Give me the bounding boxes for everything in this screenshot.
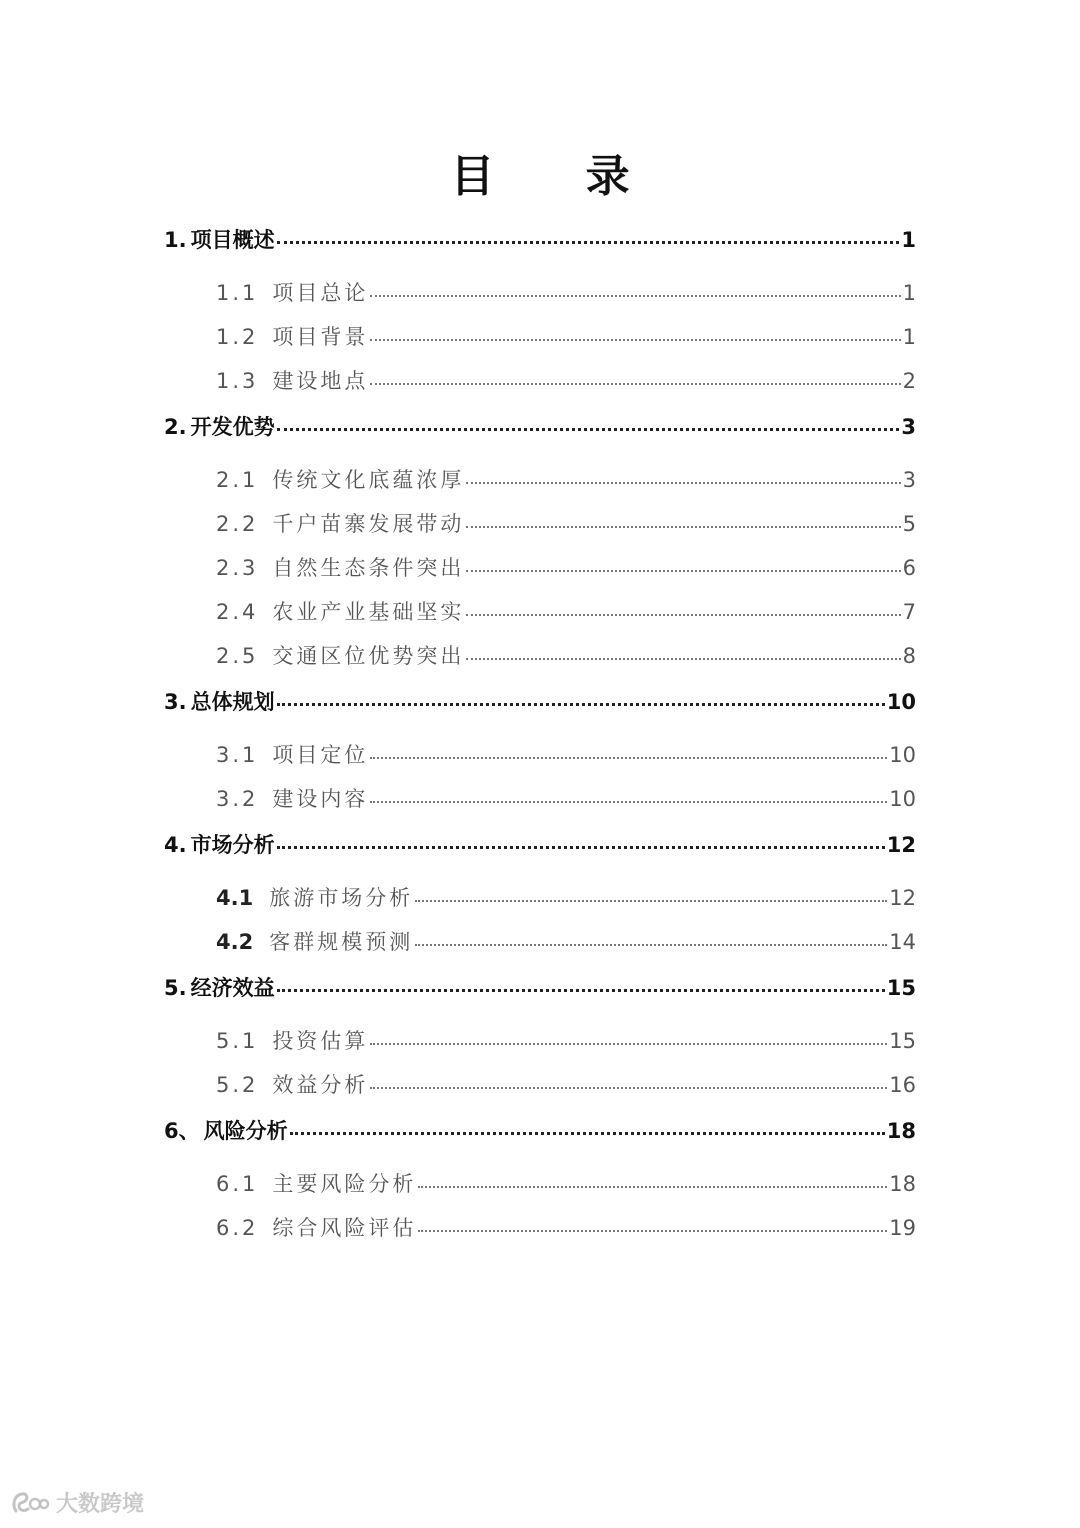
toc-entry-label: 建设地点 (272, 369, 369, 393)
toc-entry-number: 6.1 (216, 1172, 259, 1196)
toc-entry-label: 建设内容 (272, 787, 369, 811)
dot-leader (290, 1132, 885, 1135)
watermark-text: 大数跨境 (56, 1492, 145, 1517)
dot-leader (415, 944, 887, 946)
toc-entry-label: 农业产业基础坚实 (272, 600, 465, 624)
toc-entry-number: 3.1 (216, 743, 259, 767)
toc-entry-label: 客群规模预测 (269, 930, 414, 954)
toc-page-number: 19 (889, 1216, 916, 1240)
toc-page-number: 2 (902, 369, 916, 393)
toc-page-number: 18 (886, 1119, 916, 1143)
toc-entry-4-2[interactable] (164, 926, 916, 970)
toc-page-number: 3 (902, 468, 916, 492)
toc-entry-2-1[interactable] (164, 464, 916, 508)
toc-section-number: 1. (164, 228, 187, 252)
toc-entry-number: 5.2 (216, 1073, 259, 1097)
toc-entry-number: 1.2 (216, 325, 259, 349)
toc-entry-label: 项目总论 (272, 281, 369, 305)
toc-page-number: 5 (902, 512, 916, 536)
toc-section-label: 项目概述 (190, 228, 275, 252)
toc-entry-1-2[interactable] (164, 321, 916, 365)
logo-icon (10, 1489, 50, 1517)
toc-entry-label: 旅游市场分析 (269, 886, 414, 910)
toc-entry-4-1[interactable] (164, 882, 916, 926)
toc-page-number: 8 (902, 644, 916, 668)
toc-section-number: 5. (164, 976, 187, 1000)
toc-page-number: 10 (886, 690, 916, 714)
dot-leader (466, 526, 900, 528)
dot-leader (370, 801, 887, 803)
dot-leader (370, 1087, 887, 1089)
toc-page-number: 1 (902, 325, 916, 349)
toc-page-number: 7 (902, 600, 916, 624)
toc-entry-2-2[interactable] (164, 508, 916, 552)
toc-section-number: 4. (164, 833, 187, 857)
toc-page-number: 15 (886, 976, 916, 1000)
toc-page-number: 12 (886, 833, 916, 857)
toc-entry-number: 1.1 (216, 281, 259, 305)
dot-leader (277, 428, 900, 431)
toc-section-5[interactable] (164, 970, 916, 1021)
dot-leader (370, 339, 900, 341)
toc-entry-number: 2.3 (216, 556, 259, 580)
toc-entry-6-1[interactable] (164, 1168, 916, 1212)
toc-entry-1-3[interactable] (164, 365, 916, 409)
table-of-contents (164, 222, 916, 1256)
toc-section-1[interactable] (164, 222, 916, 273)
toc-entry-label: 千户苗寨发展带动 (272, 512, 465, 536)
toc-section-label: 经济效益 (190, 976, 275, 1000)
toc-entry-number: 2.2 (216, 512, 259, 536)
toc-section-label: 总体规划 (190, 690, 275, 714)
toc-page-number: 10 (889, 787, 916, 811)
toc-entry-3-1[interactable] (164, 739, 916, 783)
toc-entry-label: 效益分析 (272, 1073, 369, 1097)
toc-section-6[interactable] (164, 1113, 916, 1164)
toc-page-number: 6 (902, 556, 916, 580)
dot-leader (370, 757, 887, 759)
toc-entry-3-2[interactable] (164, 783, 916, 827)
toc-entry-label: 投资估算 (272, 1029, 369, 1053)
dot-leader (277, 241, 900, 244)
toc-entry-5-2[interactable] (164, 1069, 916, 1113)
toc-page-number: 18 (889, 1172, 916, 1196)
dot-leader (370, 383, 900, 385)
toc-entry-label: 主要风险分析 (272, 1172, 417, 1196)
page-title: 目 录 (450, 151, 668, 202)
toc-page-number: 3 (901, 415, 916, 439)
toc-entry-2-4[interactable] (164, 596, 916, 640)
toc-page-number: 1 (901, 228, 916, 252)
toc-entry-number: 2.4 (216, 600, 259, 624)
dot-leader (277, 989, 885, 992)
toc-entry-number: 2.5 (216, 644, 259, 668)
toc-entry-number: 3.2 (216, 787, 259, 811)
toc-entry-number: 6.2 (216, 1216, 259, 1240)
dot-leader (370, 1043, 887, 1045)
toc-section-label: 风险分析 (203, 1119, 288, 1143)
toc-entry-2-3[interactable] (164, 552, 916, 596)
toc-entry-label: 交通区位优势突出 (272, 644, 465, 668)
toc-page-number: 14 (889, 930, 916, 954)
toc-page-number: 12 (889, 886, 916, 910)
toc-entry-number: 4.1 (216, 886, 254, 910)
toc-page-number: 10 (889, 743, 916, 767)
toc-section-4[interactable] (164, 827, 916, 878)
toc-page-number: 16 (889, 1073, 916, 1097)
toc-entry-label: 传统文化底蕴浓厚 (272, 468, 465, 492)
toc-entry-2-5[interactable] (164, 640, 916, 684)
toc-entry-5-1[interactable] (164, 1025, 916, 1069)
dot-leader (466, 482, 900, 484)
toc-section-number: 2. (164, 415, 187, 439)
toc-section-label: 市场分析 (190, 833, 275, 857)
dot-leader (418, 1230, 887, 1232)
dot-leader (466, 658, 900, 660)
toc-section-number: 3. (164, 690, 187, 714)
toc-section-label: 开发优势 (190, 415, 275, 439)
toc-entry-number: 2.1 (216, 468, 259, 492)
toc-entry-number: 4.2 (216, 930, 254, 954)
toc-entry-label: 项目定位 (272, 743, 369, 767)
toc-section-number: 6、 (164, 1119, 200, 1143)
toc-entry-number: 1.3 (216, 369, 259, 393)
toc-entry-1-1[interactable] (164, 277, 916, 321)
toc-entry-6-2[interactable] (164, 1212, 916, 1256)
dot-leader (466, 614, 900, 616)
dot-leader (418, 1186, 887, 1188)
toc-entry-label: 综合风险评估 (272, 1216, 417, 1240)
dot-leader (466, 570, 900, 572)
toc-entry-number: 5.1 (216, 1029, 259, 1053)
toc-entry-label: 项目背景 (272, 325, 369, 349)
toc-page-number: 1 (902, 281, 916, 305)
dot-leader (277, 703, 885, 706)
toc-page-number: 15 (889, 1029, 916, 1053)
dot-leader (415, 900, 887, 902)
dot-leader (277, 846, 885, 849)
toc-section-2[interactable] (164, 409, 916, 460)
toc-entry-label: 自然生态条件突出 (272, 556, 465, 580)
watermark (10, 1487, 144, 1518)
dot-leader (370, 295, 900, 297)
toc-section-3[interactable] (164, 684, 916, 735)
